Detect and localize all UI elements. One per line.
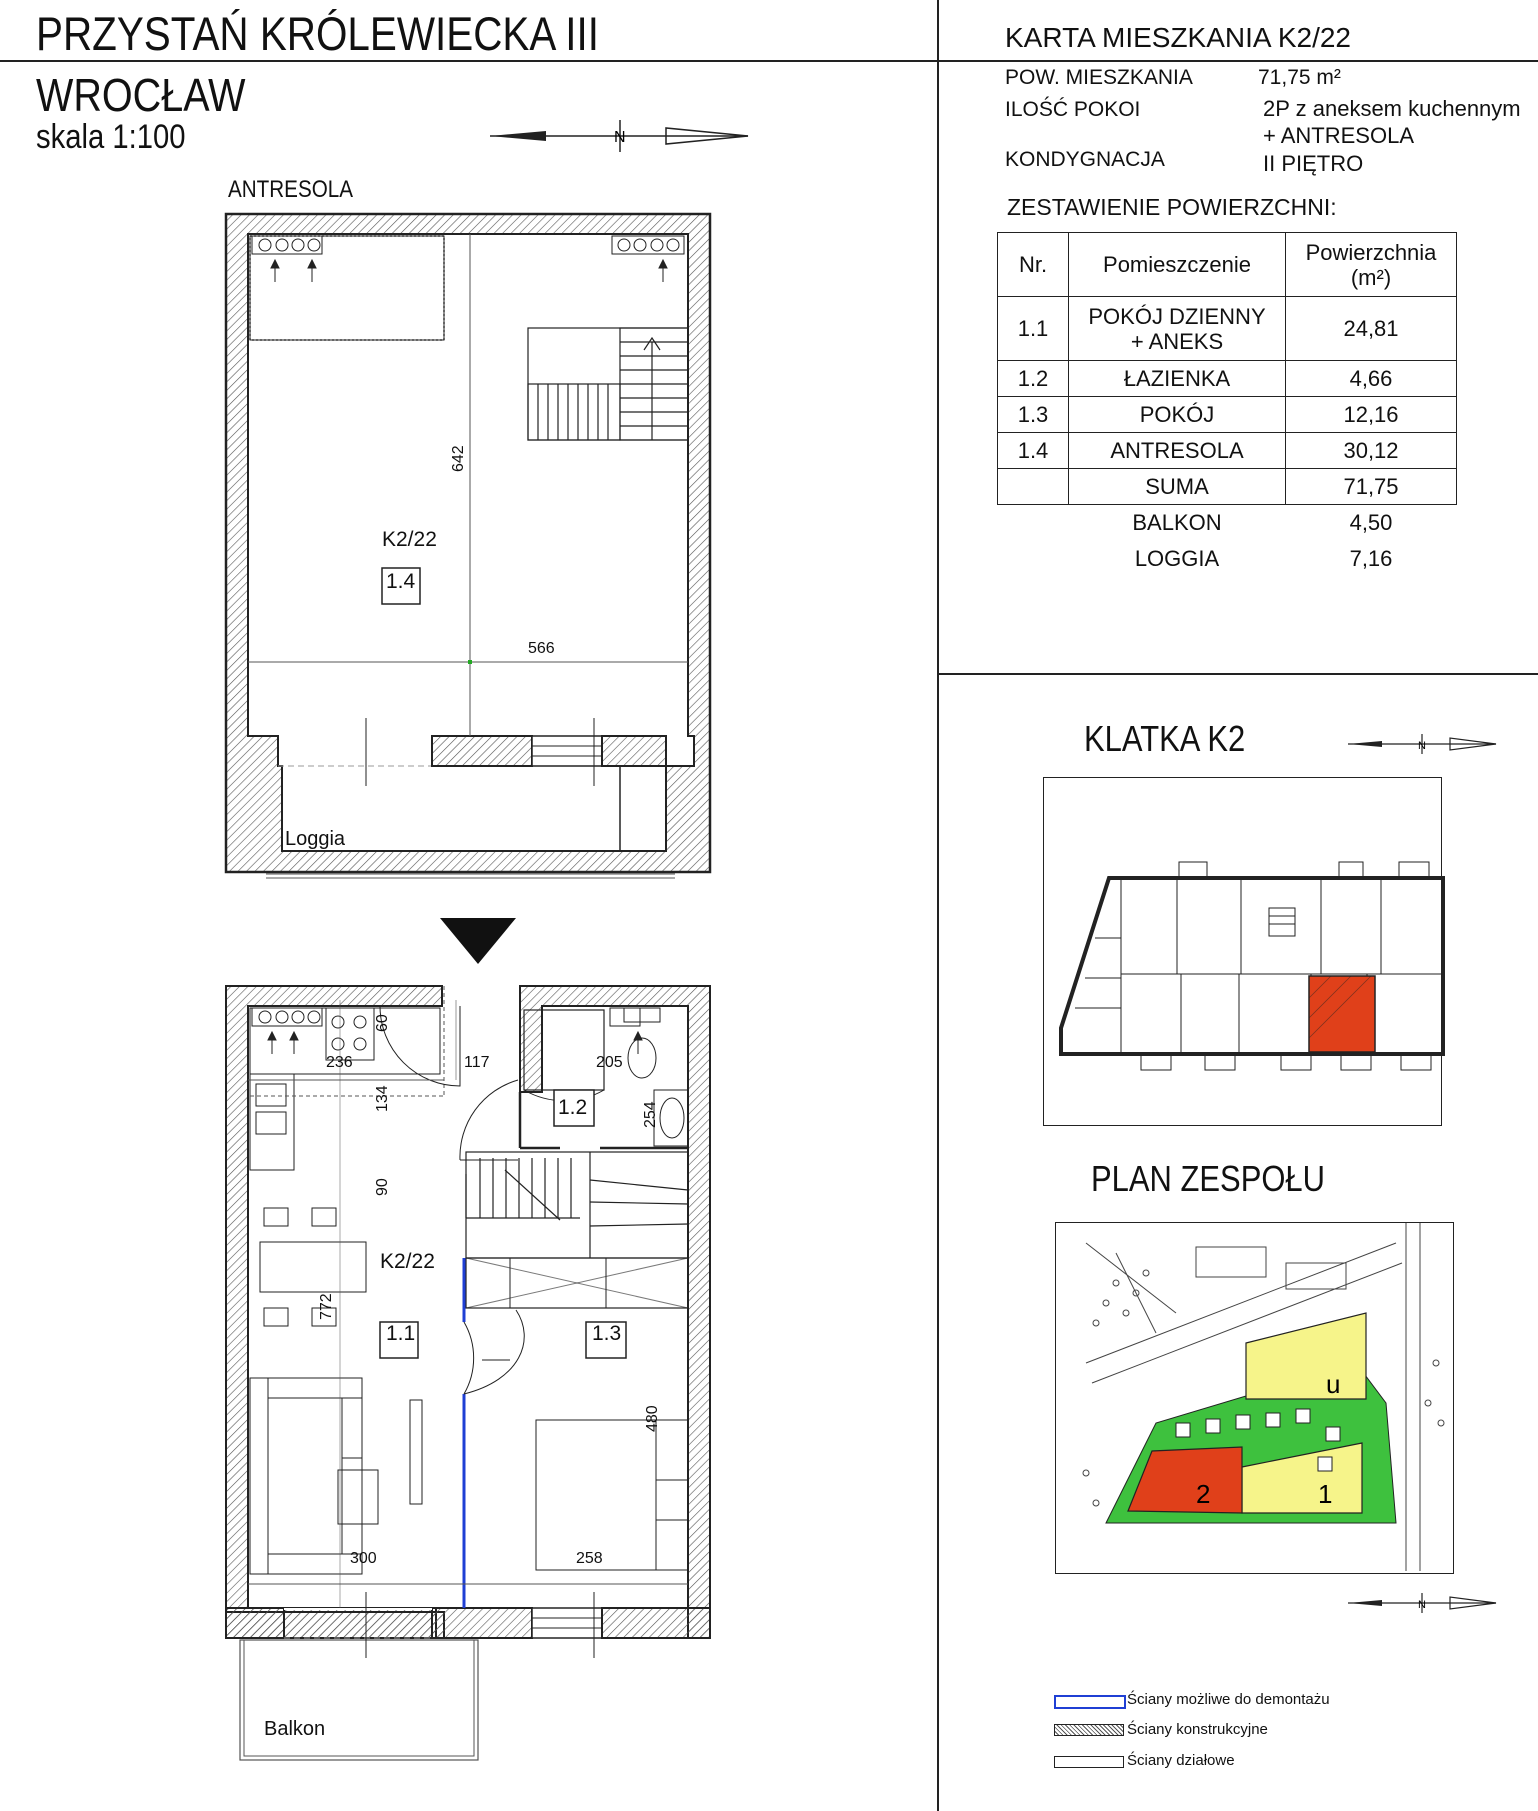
main-floor-plan xyxy=(220,980,720,1770)
main-dim-772: 772 xyxy=(318,1293,335,1320)
compass-north-icon xyxy=(486,118,752,154)
site-plan-map xyxy=(1056,1223,1452,1571)
scale-label: skala 1:100 xyxy=(36,118,186,156)
main-dim-134: 134 xyxy=(374,1085,391,1112)
row-nr: 1.4 xyxy=(998,433,1069,469)
legend-blue-wall-swatch xyxy=(1054,1695,1126,1709)
floor-label: KONDYGNACJA xyxy=(1005,148,1165,171)
row-area: 30,12 xyxy=(1286,433,1457,469)
row-name: LOGGIA xyxy=(1134,546,1220,571)
rooms-value: 2P z aneksem kuchennym xyxy=(1263,96,1521,121)
table-row xyxy=(998,469,1457,505)
compass-north-icon xyxy=(1346,1591,1500,1615)
legend-demolition-label: Ściany możliwe do demontażu xyxy=(1127,1691,1330,1708)
row-area: 4,50 xyxy=(1349,510,1393,536)
main-dim-300: 300 xyxy=(350,1550,377,1567)
row-area: 7,16 xyxy=(1349,546,1393,571)
rooms-value-extra: + ANTRESOLA xyxy=(1263,123,1415,148)
compass-north-icon xyxy=(1346,732,1500,756)
main-dim-60: 60 xyxy=(374,1014,391,1032)
header-area: Powierzchnia (m²) xyxy=(1286,233,1457,297)
card-title: KARTA MIESZKANIA K2/22 xyxy=(1005,22,1351,53)
row-area: 71,75 xyxy=(1286,469,1457,505)
area-value: 71,75 m² xyxy=(1258,66,1341,89)
table-header-row xyxy=(998,233,1457,297)
stairwell-plan xyxy=(1055,858,1445,1078)
site-plan-title: PLAN ZESPOŁU xyxy=(1091,1158,1326,1199)
svg-text:u: u xyxy=(1326,1369,1341,1399)
row-nr: 1.2 xyxy=(998,361,1069,397)
stairwell-title: KLATKA K2 xyxy=(1084,718,1246,759)
legend-partition-swatch xyxy=(1054,1756,1124,1768)
area-table xyxy=(997,232,1457,577)
table-row xyxy=(998,433,1457,469)
row-nr: 1.1 xyxy=(998,297,1069,361)
summary-title: ZESTAWIENIE POWIERZCHNI: xyxy=(1007,194,1337,220)
loggia-label: Loggia xyxy=(285,828,346,850)
row-name: ŁAZIENKA xyxy=(1069,361,1286,397)
row-name: ANTRESOLA xyxy=(1069,433,1286,469)
table-row xyxy=(998,505,1457,541)
legend-structural-label: Ściany konstrukcyjne xyxy=(1127,1721,1268,1738)
main-dim-480: 480 xyxy=(644,1405,661,1432)
floor-value: II PIĘTRO xyxy=(1263,151,1364,176)
header-nr: Nr. xyxy=(998,233,1069,297)
svg-text:2: 2 xyxy=(1196,1479,1211,1509)
main-dim-258: 258 xyxy=(576,1550,603,1567)
project-title: PRZYSTAŃ KRÓLEWIECKA III xyxy=(36,7,600,60)
main-dim-90: 90 xyxy=(374,1178,391,1196)
table-row xyxy=(998,297,1457,361)
room-1-2-number: 1.2 xyxy=(558,1096,588,1119)
row-area: 12,16 xyxy=(1286,397,1457,433)
row-name: BALKON xyxy=(1132,510,1222,536)
row-nr: 1.3 xyxy=(998,397,1069,433)
table-row xyxy=(998,397,1457,433)
balcony-label: Balkon xyxy=(264,1718,326,1740)
row-area: 24,81 xyxy=(1286,297,1457,361)
svg-text:N: N xyxy=(614,129,626,146)
legend-partition-label: Ściany działowe xyxy=(1127,1752,1235,1769)
svg-text:1: 1 xyxy=(1318,1479,1333,1509)
rooms-label: ILOŚĆ POKOI xyxy=(1005,98,1141,121)
svg-text:N: N xyxy=(1418,740,1426,752)
mezzanine-label: ANTRESOLA xyxy=(228,176,354,203)
main-dim-236: 236 xyxy=(326,1054,353,1071)
row-nr xyxy=(998,469,1069,505)
mezzanine-unit-label: K2/22 xyxy=(382,528,437,551)
city-name: WROCŁAW xyxy=(36,69,246,121)
main-dim-205: 205 xyxy=(596,1054,623,1071)
table-row xyxy=(998,361,1457,397)
entrance-arrow-icon xyxy=(440,918,516,966)
row-name: POKÓJ xyxy=(1069,397,1286,433)
mezzanine-room-number: 1.4 xyxy=(386,570,416,593)
main-dim-117: 117 xyxy=(464,1054,490,1071)
main-dim-254: 254 xyxy=(642,1101,659,1128)
mezzanine-floor-plan xyxy=(220,210,720,890)
mezzanine-dim-642: 642 xyxy=(450,445,467,472)
header-room: Pomieszczenie xyxy=(1069,233,1286,297)
row-name: SUMA xyxy=(1069,469,1286,505)
room-1-3-number: 1.3 xyxy=(592,1322,622,1345)
svg-text:N: N xyxy=(1418,1599,1426,1611)
area-label: POW. MIESZKANIA xyxy=(1005,66,1193,89)
table-row xyxy=(998,541,1457,577)
main-unit-label: K2/22 xyxy=(380,1250,435,1273)
legend-structural-swatch xyxy=(1054,1724,1124,1736)
row-name: POKÓJ DZIENNY + ANEKS xyxy=(1069,297,1286,361)
row-area: 4,66 xyxy=(1286,361,1457,397)
mezzanine-dim-566: 566 xyxy=(528,640,555,657)
room-1-1-number: 1.1 xyxy=(386,1322,416,1345)
